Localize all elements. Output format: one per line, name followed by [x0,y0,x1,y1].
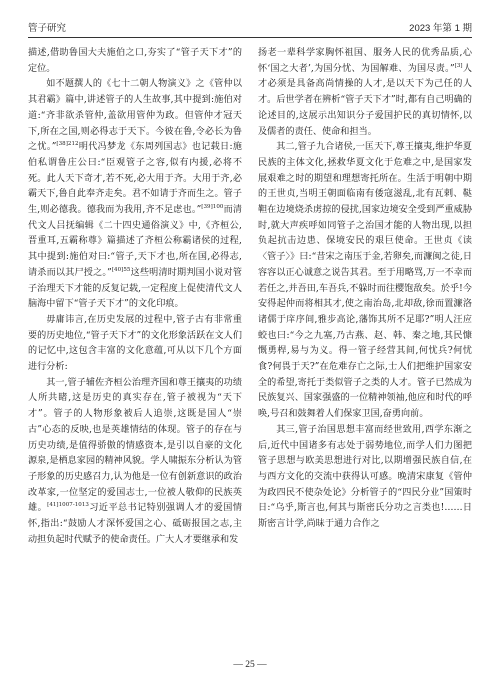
paragraph-text: 其三,管子治国思想丰富而经世致用,西学东渐之后,近代中国诸多有志处于弱势地位,而学人们力图把管子思想与欧美思想进行对比,以期增强民族自信,在与西方文化的交流中获得认可感。晚清宋康复《管仲为政四民不使杂处论》分析管子的“四民分业”国策时日:“乌乎,斯言也,何其与斯密氏分功之言类也!……日斯密言计学,尚昧于通力合作之 [258,424,472,530]
paragraph [258,423,472,533]
paragraph-text: 其二,管子九合诸侯,一匡天下,尊王攘夷,维护华夏民族的主体文化,拯救华夏文化于危难之中,是国家发展艰难之时的期望和理想寄托所在。生活于明朝中期的王世贞,当明王朝面临南有倭寇滋乱,北有瓦剌、鞑靼在边境烧杀虏掠的侵扰,国家边境安全受到严重威胁时,就大声疾呼如同管子之治国才能的人物出现,以担负起抗击边患、保境安民的艰巨使命。王世贞《读〈管子〉》曰:“昔宋之南压于金,若卵矣,而濂闽之徒,日容容以正心诚意之说告其君。至于用略骂,万一不幸而若任之,并吾田,车吾兵,不躲时而往樱饱敌矣。於乎!今安得起仲而将相其才,使之南治岛,北却敌,徐而置濂洛诸儒于庠序间,雅步高论,藩饰其所不足耶?”明人汪应蛟也曰:“今之九塞,乃古燕、赵、韩、秦之地,其民慷慨勇桿,易与为义。得一管子经营其间,何忧兵?何忧食?何畏于天?”在危难存亡之际,士人们把维护国家安全的希望,寄托于类似管子之类的人才。管子已然成为民族复兴、国家强盛的一位精神领袖,他应和时代的呼唤,号召和鼓舞着人们保家卫国,奋勇向前。 [258,142,472,420]
left-column [28,46,242,652]
journal-title: 管子研究 [28,23,67,34]
page-number: — 25 — [233,660,267,670]
paragraph-text: 毋庸讳言,在历史发展的过程中,管子古有非常重要的历史地位,“管子天下才”的文化形象活跃在文人们的记忆中,这包含丰富的文化意蕴,可从以下几个方面进行分析: [28,314,242,373]
right-column [258,46,472,652]
header-divider [28,37,472,38]
citation-ref: [40]55 [111,266,131,273]
citation-ref: [39]100 [201,204,224,211]
paragraph [28,313,242,376]
body-columns [28,46,472,652]
paragraph-text: 如不题撰人的《七十二朝人物演义》之《管仲以其君霸》篇中,讲述管子的人生故事,其中提到:施伯对道:“齐非欲杀管仲,盖欲用管仲为政。但管仲才冠天下,所在之国,则必得志于天下。今彼在鲁,令必长为鲁之忧。” [28,79,242,153]
paragraph [28,46,242,77]
running-header [28,20,472,36]
issue-label: 2023 年第 1 期 [409,23,472,34]
paragraph-text: 扬老一辈科学家胸怀祖国、服务人民的优秀品质,心怀‘国之大者’,为国分忧、为国解难、为国尽责。” [258,48,472,74]
paragraph [258,140,472,423]
citation-ref: [38]212 [56,141,79,148]
paragraph [28,376,242,549]
paragraph-text: 描述,借助鲁国大夫施伯之口,夯实了“管子天下才”的定位。 [28,48,242,74]
citation-ref: [3] [454,62,463,69]
citation-ref: [41]1007-1013 [47,502,89,509]
paragraph [28,77,242,313]
paragraph [258,46,472,140]
paragraph-text: 习近平总书记特别强调人才的爱国情怀,指出:“鼓励人才深怀爱国之心、砥砺报国之志,主动担负起时代赋予的使命责任。广大人才要继承和发 [28,503,242,545]
paragraph-text: 人才必须是具备高尚情操的人才,是以天下为己任的人才。后世学者在辨析“管子天下才”时,都有自己明确的论述目的,这展示出知识分子爱国护民的真切情怀,以及儒者的责任、使命和担当。 [258,63,472,137]
paragraph-text: 这些明清时期判国小说对管子治理天下才能的反复记载,一定程度上促使清代文人脑海中留下“管子天下才”的文化印痕。 [28,267,242,310]
paragraph-text: 其一,管子辅佐齐桓公治理齐国和尊王攘夷的功绩人所共睹,这是历史的真实存在,管子被视为“天下才”。管子的人物形象被后人追崇,这既是国人“崇古”心态的反映,也是英雄情结的体现。管子的存在与历史功绩,是值得骄傲的情感资本,是引以自豪的文化源泉,是栖息家园的精神风貌。学人啸振东分析认为管子形象的历史感召力,认为他是一位有创新意识的政治改革家,一位坚定的爱国志士,一位被人敬仰的民族英雄。 [28,377,242,514]
paragraph-text: 而清代文人吕抚编辑《二十四史通俗演义》中,《齐桓公,晋重耳,五霸称尊》篇描述了齐桓公称霸诸侯的过程,其中提到:施伯对曰:“管子,天下才也,所在国,必得志,请杀而以其尸授之。” [28,205,242,278]
paragraph-text: 明代冯梦龙《东周列国志》也记载日:施伯私谓鲁庄公曰:“臣观管子之容,似有内援,必将不死。此人天下奇才,若不死,必大用于齐。大用于齐,必霸天下,鲁自此奉齐走矣。君不如请于齐而生之。管子生,则必德我。德我而为我用,齐不足虑也。” [28,142,242,216]
